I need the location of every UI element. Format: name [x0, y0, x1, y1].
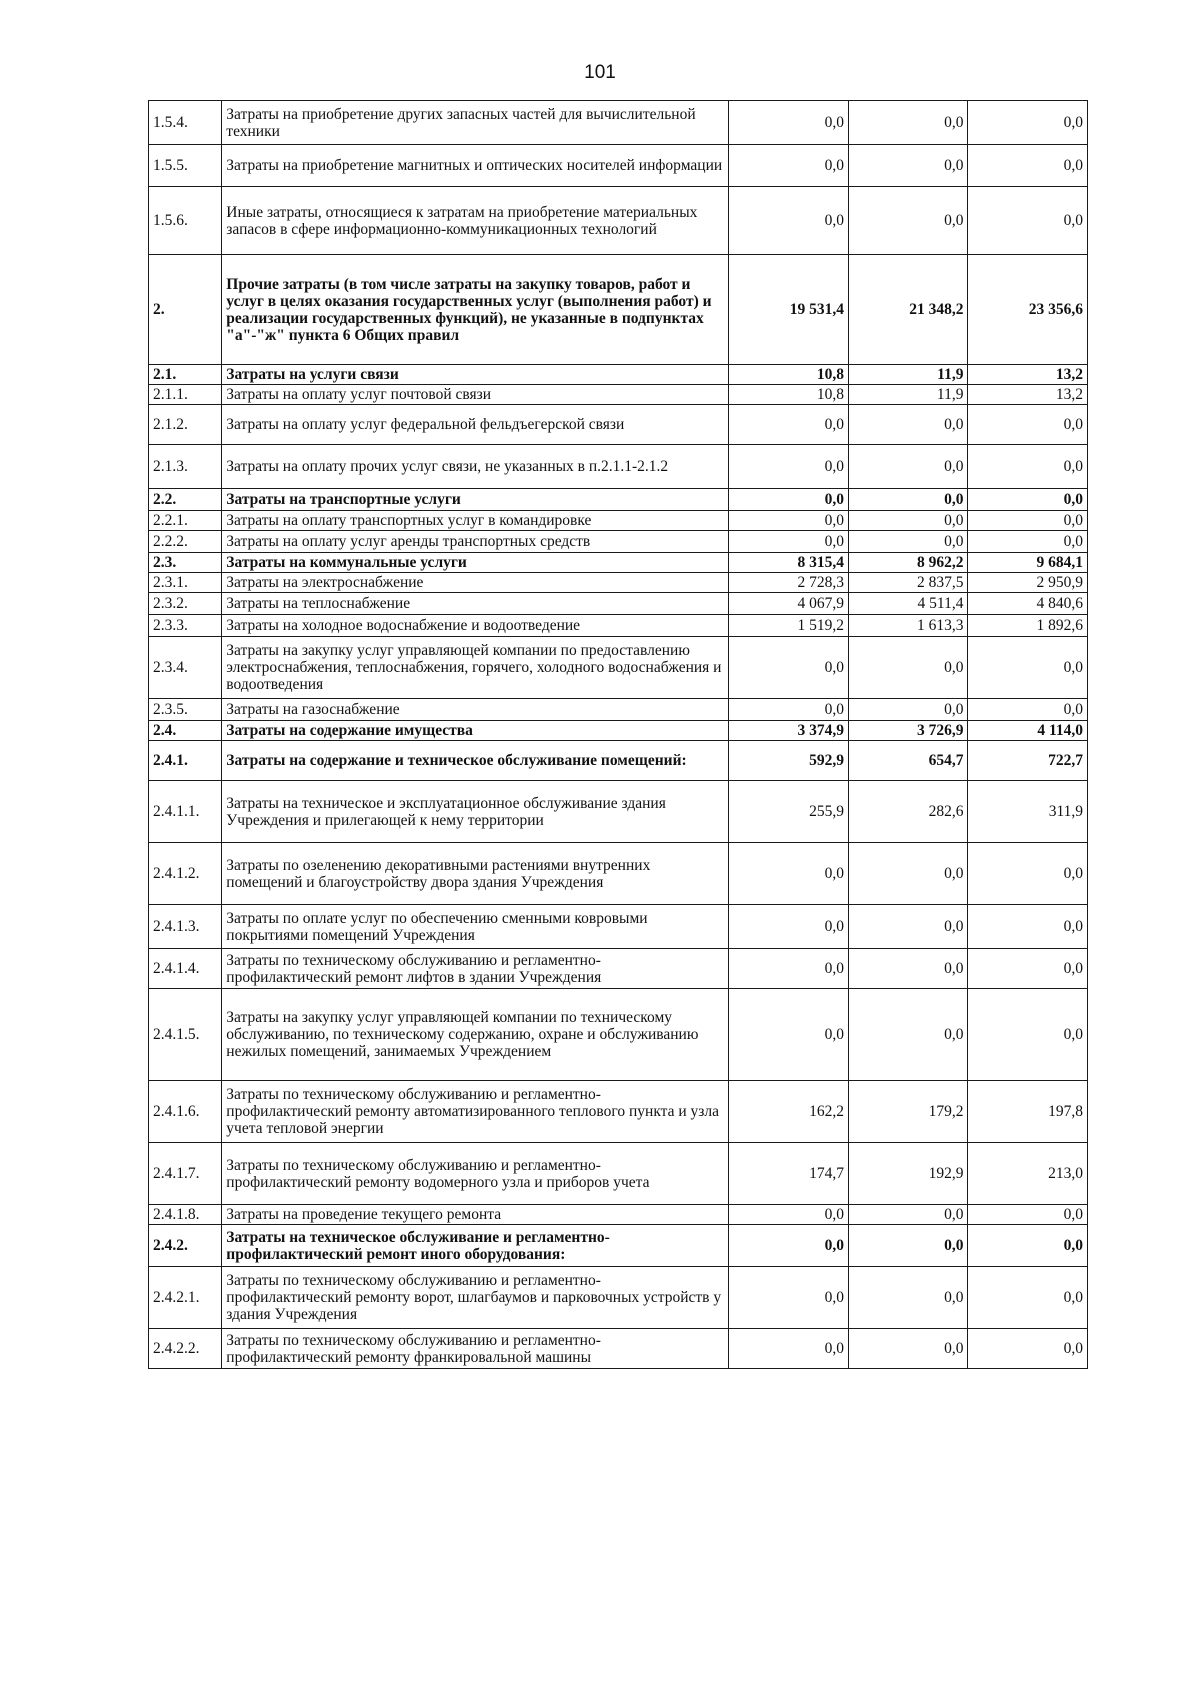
- row-code: 2.4.1.5.: [149, 989, 222, 1081]
- row-description: Затраты на газоснабжение: [222, 699, 729, 721]
- table-row: [149, 187, 1088, 255]
- value-year-2: 0,0: [848, 489, 968, 511]
- value-year-2: 0,0: [848, 699, 968, 721]
- row-description: Затраты на электроснабжение: [222, 573, 729, 593]
- value-year-1: 162,2: [729, 1081, 849, 1143]
- value-year-3: 0,0: [968, 699, 1088, 721]
- value-year-3: 0,0: [968, 989, 1088, 1081]
- value-year-3: 0,0: [968, 843, 1088, 905]
- row-description: Затраты на холодное водоснабжение и водоотведение: [222, 615, 729, 637]
- value-year-1: 0,0: [729, 637, 849, 699]
- row-description: Затраты на оплату прочих услуг связи, не указанных в п.2.1.1-2.1.2: [222, 445, 729, 489]
- row-code: 2.4.1.1.: [149, 781, 222, 843]
- value-year-1: 0,0: [729, 1329, 849, 1369]
- row-code: 2.3.2.: [149, 593, 222, 615]
- row-code: 2.2.: [149, 489, 222, 511]
- table-row: [149, 489, 1088, 511]
- row-description: Затраты по техническому обслуживанию и регламентно-профилактический ремонту ворот, шлагбаумов и парковочных устройств у здания Учреждения: [222, 1267, 729, 1329]
- row-code: 2.4.1.2.: [149, 843, 222, 905]
- value-year-1: 174,7: [729, 1143, 849, 1205]
- row-code: 2.2.2.: [149, 531, 222, 553]
- value-year-3: 722,7: [968, 741, 1088, 781]
- table-row: [149, 255, 1088, 365]
- table-row: [149, 531, 1088, 553]
- row-code: 2.1.2.: [149, 405, 222, 445]
- value-year-2: 0,0: [848, 145, 968, 187]
- table-row: [149, 699, 1088, 721]
- value-year-3: 0,0: [968, 145, 1088, 187]
- row-code: 2.4.1.4.: [149, 949, 222, 989]
- row-description: Затраты на проведение текущего ремонта: [222, 1205, 729, 1225]
- table-row: [149, 1225, 1088, 1267]
- row-code: 2.4.1.8.: [149, 1205, 222, 1225]
- value-year-1: 0,0: [729, 511, 849, 531]
- table-row: [149, 1081, 1088, 1143]
- row-description: Затраты по техническому обслуживанию и регламентно-профилактический ремонту автоматизированного теплового пункта и узла учета тепловой энергии: [222, 1081, 729, 1143]
- value-year-3: 4 114,0: [968, 721, 1088, 741]
- value-year-2: 0,0: [848, 445, 968, 489]
- value-year-1: 19 531,4: [729, 255, 849, 365]
- value-year-2: 2 837,5: [848, 573, 968, 593]
- row-description: Затраты на содержание и техническое обслуживание помещений:: [222, 741, 729, 781]
- value-year-3: 0,0: [968, 1225, 1088, 1267]
- row-code: 2.1.1.: [149, 385, 222, 405]
- row-code: 2.: [149, 255, 222, 365]
- value-year-3: 1 892,6: [968, 615, 1088, 637]
- value-year-3: 0,0: [968, 489, 1088, 511]
- row-description: Затраты на содержание имущества: [222, 721, 729, 741]
- table-row: [149, 741, 1088, 781]
- value-year-2: 0,0: [848, 949, 968, 989]
- value-year-1: 1 519,2: [729, 615, 849, 637]
- value-year-1: 0,0: [729, 445, 849, 489]
- row-code: 2.4.1.3.: [149, 905, 222, 949]
- table-row: [149, 1205, 1088, 1225]
- value-year-3: 2 950,9: [968, 573, 1088, 593]
- table-row: [149, 637, 1088, 699]
- row-code: 1.5.5.: [149, 145, 222, 187]
- row-description: Затраты на приобретение магнитных и оптических носителей информации: [222, 145, 729, 187]
- value-year-2: 0,0: [848, 1267, 968, 1329]
- value-year-1: 10,8: [729, 365, 849, 385]
- value-year-2: 0,0: [848, 187, 968, 255]
- table-row: [149, 365, 1088, 385]
- table-row: [149, 615, 1088, 637]
- row-code: 2.1.: [149, 365, 222, 385]
- value-year-2: 282,6: [848, 781, 968, 843]
- value-year-1: 0,0: [729, 187, 849, 255]
- row-code: 2.4.1.: [149, 741, 222, 781]
- value-year-1: 0,0: [729, 1205, 849, 1225]
- value-year-3: 197,8: [968, 1081, 1088, 1143]
- value-year-2: 0,0: [848, 1205, 968, 1225]
- value-year-2: 0,0: [848, 989, 968, 1081]
- value-year-3: 0,0: [968, 511, 1088, 531]
- value-year-3: 0,0: [968, 187, 1088, 255]
- value-year-3: 4 840,6: [968, 593, 1088, 615]
- value-year-3: 0,0: [968, 405, 1088, 445]
- row-code: 2.3.3.: [149, 615, 222, 637]
- table-row: [149, 905, 1088, 949]
- value-year-3: 0,0: [968, 1205, 1088, 1225]
- value-year-3: 0,0: [968, 1329, 1088, 1369]
- row-code: 1.5.6.: [149, 187, 222, 255]
- value-year-1: 0,0: [729, 405, 849, 445]
- table-row: [149, 593, 1088, 615]
- row-code: 2.3.: [149, 553, 222, 573]
- table-row: [149, 145, 1088, 187]
- value-year-1: 8 315,4: [729, 553, 849, 573]
- row-description: Затраты на оплату услуг аренды транспортных средств: [222, 531, 729, 553]
- value-year-2: 3 726,9: [848, 721, 968, 741]
- row-code: 2.2.1.: [149, 511, 222, 531]
- table-row: [149, 573, 1088, 593]
- value-year-2: 0,0: [848, 405, 968, 445]
- row-code: 2.3.1.: [149, 573, 222, 593]
- value-year-3: 0,0: [968, 445, 1088, 489]
- table-row: [149, 101, 1088, 145]
- row-description: Затраты на оплату транспортных услуг в командировке: [222, 511, 729, 531]
- table-row: [149, 1329, 1088, 1369]
- value-year-1: 0,0: [729, 949, 849, 989]
- table-row: [149, 843, 1088, 905]
- table-row: [149, 445, 1088, 489]
- value-year-1: 0,0: [729, 699, 849, 721]
- table-row: [149, 385, 1088, 405]
- value-year-1: 255,9: [729, 781, 849, 843]
- value-year-1: 10,8: [729, 385, 849, 405]
- value-year-2: 0,0: [848, 905, 968, 949]
- table-row: [149, 1143, 1088, 1205]
- value-year-2: 4 511,4: [848, 593, 968, 615]
- row-description: Затраты на коммунальные услуги: [222, 553, 729, 573]
- value-year-2: 192,9: [848, 1143, 968, 1205]
- table-row: [149, 781, 1088, 843]
- page-number: 101: [584, 62, 616, 83]
- value-year-2: 0,0: [848, 531, 968, 553]
- value-year-1: 0,0: [729, 1267, 849, 1329]
- value-year-2: 1 613,3: [848, 615, 968, 637]
- row-description: Затраты на оплату услуг федеральной фельдъегерской связи: [222, 405, 729, 445]
- value-year-2: 0,0: [848, 1329, 968, 1369]
- row-description: Затраты на закупку услуг управляющей компании по техническому обслуживанию, по техническому содержанию, охране и обслуживанию нежилых помещений, занимаемых Учреждением: [222, 989, 729, 1081]
- row-description: Затраты по техническому обслуживанию и регламентно-профилактический ремонт лифтов в здании Учреждения: [222, 949, 729, 989]
- value-year-1: 2 728,3: [729, 573, 849, 593]
- table-row: [149, 989, 1088, 1081]
- row-description: Затраты по техническому обслуживанию и регламентно-профилактический ремонту франкировальной машины: [222, 1329, 729, 1369]
- value-year-3: 0,0: [968, 101, 1088, 145]
- value-year-2: 0,0: [848, 511, 968, 531]
- row-description: Затраты на техническое и эксплуатационное обслуживание здания Учреждения и прилегающей к нему территории: [222, 781, 729, 843]
- value-year-2: 654,7: [848, 741, 968, 781]
- value-year-1: 0,0: [729, 489, 849, 511]
- row-description: Затраты на закупку услуг управляющей компании по предоставлению электроснабжения, теплоснабжения, горячего, холодного водоснабжения и водоотведения: [222, 637, 729, 699]
- value-year-2: 21 348,2: [848, 255, 968, 365]
- row-description: Затраты по техническому обслуживанию и регламентно-профилактический ремонту водомерного узла и приборов учета: [222, 1143, 729, 1205]
- row-description: Затраты на оплату услуг почтовой связи: [222, 385, 729, 405]
- value-year-3: 9 684,1: [968, 553, 1088, 573]
- value-year-1: 0,0: [729, 531, 849, 553]
- value-year-1: 0,0: [729, 1225, 849, 1267]
- row-code: 2.4.1.7.: [149, 1143, 222, 1205]
- row-code: 2.4.1.6.: [149, 1081, 222, 1143]
- value-year-3: 311,9: [968, 781, 1088, 843]
- value-year-3: 0,0: [968, 905, 1088, 949]
- row-description: Затраты на услуги связи: [222, 365, 729, 385]
- value-year-3: 23 356,6: [968, 255, 1088, 365]
- row-code: 2.4.2.1.: [149, 1267, 222, 1329]
- row-description: Затраты на теплоснабжение: [222, 593, 729, 615]
- value-year-1: 0,0: [729, 989, 849, 1081]
- value-year-3: 0,0: [968, 637, 1088, 699]
- value-year-1: 0,0: [729, 145, 849, 187]
- table-row: [149, 949, 1088, 989]
- table-row: [149, 1267, 1088, 1329]
- value-year-3: 213,0: [968, 1143, 1088, 1205]
- row-code: 2.4.2.2.: [149, 1329, 222, 1369]
- row-code: 2.4.2.: [149, 1225, 222, 1267]
- value-year-3: 0,0: [968, 531, 1088, 553]
- value-year-1: 0,0: [729, 101, 849, 145]
- value-year-1: 3 374,9: [729, 721, 849, 741]
- value-year-1: 0,0: [729, 843, 849, 905]
- table-row: [149, 721, 1088, 741]
- row-code: 2.3.5.: [149, 699, 222, 721]
- value-year-2: 179,2: [848, 1081, 968, 1143]
- table-row: [149, 511, 1088, 531]
- cost-table: [148, 100, 1088, 1369]
- value-year-1: 4 067,9: [729, 593, 849, 615]
- row-description: Затраты на техническое обслуживание и регламентно-профилактический ремонт иного оборудования:: [222, 1225, 729, 1267]
- value-year-2: 0,0: [848, 1225, 968, 1267]
- value-year-2: 0,0: [848, 637, 968, 699]
- value-year-3: 0,0: [968, 1267, 1088, 1329]
- row-description: Затраты по озеленению декоративными растениями внутренних помещений и благоустройству двора здания Учреждения: [222, 843, 729, 905]
- value-year-3: 0,0: [968, 949, 1088, 989]
- value-year-2: 8 962,2: [848, 553, 968, 573]
- row-description: Иные затраты, относящиеся к затратам на приобретение материальных запасов в сфере информационно-коммуникационных технологий: [222, 187, 729, 255]
- table-row: [149, 405, 1088, 445]
- row-code: 1.5.4.: [149, 101, 222, 145]
- row-description: Затраты на транспортные услуги: [222, 489, 729, 511]
- value-year-1: 592,9: [729, 741, 849, 781]
- row-code: 2.1.3.: [149, 445, 222, 489]
- value-year-3: 13,2: [968, 365, 1088, 385]
- value-year-2: 11,9: [848, 385, 968, 405]
- value-year-1: 0,0: [729, 905, 849, 949]
- table-row: [149, 553, 1088, 573]
- row-description: Затраты на приобретение других запасных частей для вычислительной техники: [222, 101, 729, 145]
- row-code: 2.4.: [149, 721, 222, 741]
- value-year-2: 0,0: [848, 843, 968, 905]
- row-description: Затраты по оплате услуг по обеспечению сменными ковровыми покрытиями помещений Учреждения: [222, 905, 729, 949]
- value-year-3: 13,2: [968, 385, 1088, 405]
- row-description: Прочие затраты (в том числе затраты на закупку товаров, работ и услуг в целях оказания государственных услуг (выполнения работ) и реализации государственных функций), не указанные в подпунктах "а"-"ж" пункта 6 Общих правил: [222, 255, 729, 365]
- row-code: 2.3.4.: [149, 637, 222, 699]
- value-year-2: 0,0: [848, 101, 968, 145]
- value-year-2: 11,9: [848, 365, 968, 385]
